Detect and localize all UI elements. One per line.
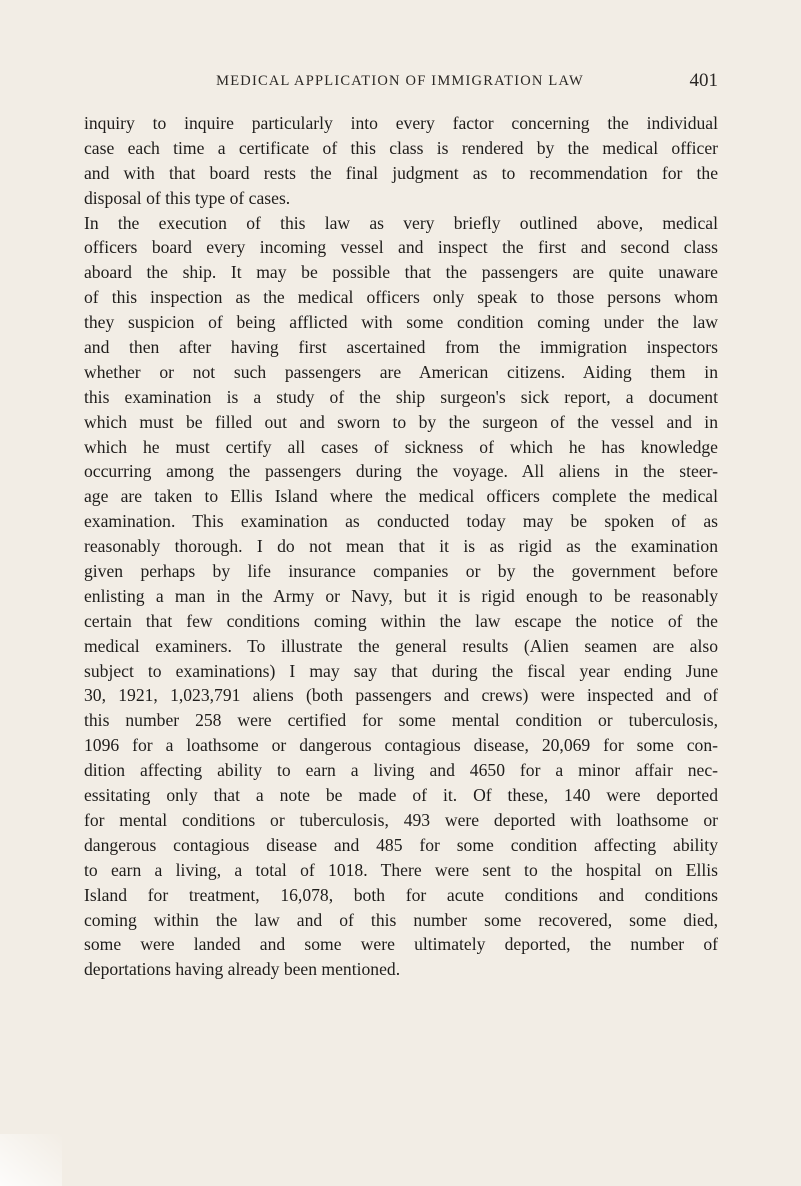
text-line: of this inspection as the medical officers only speak to those persons whom — [84, 287, 718, 308]
text-line: whether or not such passengers are American citizens. Aiding them in — [84, 361, 718, 382]
text-line: subject to examinations) I may say that during the fiscal year ending June — [84, 660, 718, 681]
text-line: reasonably thorough. I do not mean that it is as rigid as the examination — [84, 536, 718, 557]
page-number: 401 — [689, 70, 718, 91]
text-line: disposal of this type of cases. — [84, 187, 291, 208]
text-line: dition affecting ability to earn a living and 4650 for a minor affair nec- — [84, 760, 718, 781]
text-line: some were landed and some were ultimately deported, the number of — [84, 934, 718, 955]
running-head — [84, 70, 716, 98]
text-line: age are taken to Ellis Island where the medical officers complete the medical — [84, 486, 718, 507]
text-line: aboard the ship. It may be possible that the passengers are quite unaware — [84, 262, 718, 283]
text-line: Island for treatment, 16,078, both for acute conditions and conditions — [84, 884, 718, 905]
text-line: this examination is a study of the ship surgeon's sick report, a document — [84, 386, 718, 407]
text-line: deportations having already been mentioned. — [84, 959, 401, 980]
text-line: dangerous contagious disease and 485 for some condition affecting ability — [84, 834, 718, 855]
text-line: to earn a living, a total of 1018. There were sent to the hospital on Ellis — [84, 859, 718, 880]
text-line: medical examiners. To illustrate the general results (Alien seamen are also — [84, 635, 718, 656]
text-line: they suspicion of being afflicted with some condition coming under the law — [84, 312, 718, 333]
text-line: enlisting a man in the Army or Navy, but it is rigid enough to be reasonably — [84, 585, 718, 606]
text-line: inquiry to inquire particularly into every factor concerning the individual — [84, 113, 718, 133]
running-title: MEDICAL APPLICATION OF IMMIGRATION LAW — [216, 73, 584, 89]
text-line: and then after having first ascertained from the immigration inspectors — [84, 337, 718, 358]
text-line: and with that board rests the final judgment as to recommendation for the — [84, 162, 718, 183]
text-line: occurring among the passengers during the voyage. All aliens in the steer- — [84, 461, 718, 482]
text-line: certain that few conditions coming within the law escape the notice of the — [84, 610, 718, 631]
text-line: coming within the law and of this number some recovered, some died, — [84, 909, 718, 930]
text-line: case each time a certificate of this class is rendered by the medical officer — [84, 137, 718, 158]
text-line: In the execution of this law as very briefly outlined above, medical — [84, 212, 718, 233]
text-line: which he must certify all cases of sickness of which he has knowledge — [84, 436, 718, 457]
text-line: this number 258 were certified for some mental condition or tuberculosis, — [84, 710, 718, 731]
body-text — [84, 111, 718, 982]
text-line: for mental conditions or tuberculosis, 493 were deported with loathsome or — [84, 809, 718, 830]
text-line: which must be filled out and sworn to by the surgeon of the vessel and in — [84, 411, 718, 432]
text-line: 30, 1921, 1,023,791 aliens (both passengers and crews) were inspected and of — [84, 685, 718, 706]
text-line: essitating only that a note be made of it. Of these, 140 were deported — [84, 785, 718, 806]
text-line: examination. This examination as conducted today may be spoken of as — [84, 511, 718, 532]
text-line: officers board every incoming vessel and inspect the first and second class — [84, 237, 718, 258]
text-line: given perhaps by life insurance companies or by the government before — [84, 561, 718, 582]
text-line: 1096 for a loathsome or dangerous contagious disease, 20,069 for some con- — [84, 735, 718, 756]
page-edge-shadow — [0, 1134, 62, 1186]
